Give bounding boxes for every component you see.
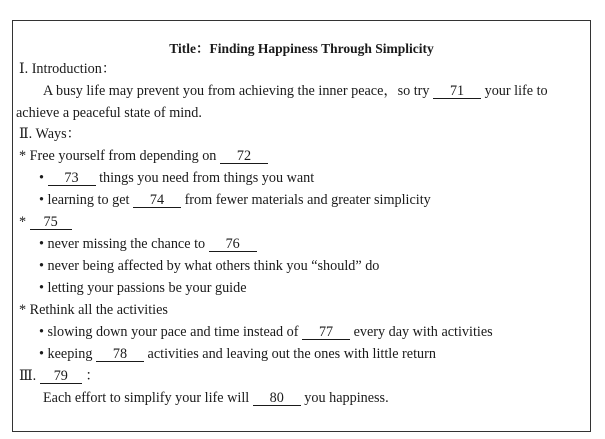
blank-75[interactable]: 75 xyxy=(30,215,72,230)
ways-subitem-6: • slowing down your pace and time instead of 77 every day with activities xyxy=(39,324,493,340)
ways-item-1: * Free yourself from depending on 72 xyxy=(19,147,268,165)
worksheet-frame xyxy=(12,20,591,432)
blank-74[interactable]: 74 xyxy=(133,193,181,208)
conclusion-line: Each effort to simplify your life will 80 you happiness. xyxy=(43,390,389,406)
conclusion-heading: Ⅲ. 79 ： xyxy=(19,368,100,384)
ways-subitem-1: • 73 things you need from things you want xyxy=(39,170,315,186)
ways-subitem-2: • learning to get 74 from fewer materials and greater simplicity xyxy=(39,192,431,208)
ways-subitem-5: • letting your passions be your guide xyxy=(39,280,247,296)
blank-77[interactable]: 77 xyxy=(302,325,350,340)
blank-79[interactable]: 79 xyxy=(40,369,82,384)
blank-80[interactable]: 80 xyxy=(253,391,301,406)
blank-76[interactable]: 76 xyxy=(209,237,257,252)
blank-73[interactable]: 73 xyxy=(48,171,96,186)
ways-subitem-7: • keeping 78 activities and leaving out the ones with little return xyxy=(39,346,436,362)
ways-subitem-3: • never missing the chance to 76 xyxy=(39,235,257,253)
blank-72[interactable]: 72 xyxy=(220,149,268,164)
ways-item-3: * Rethink all the activities xyxy=(19,302,168,318)
introduction-line-2: achieve a peaceful state of mind. xyxy=(16,105,202,121)
ways-item-2: * 75 xyxy=(19,213,72,231)
ways-subitem-4: • never being affected by what others think you “should” do xyxy=(39,258,380,274)
page-title: Title：Finding Happiness Through Simplicity xyxy=(169,41,434,56)
introduction-line-1: A busy life may prevent you from achieving the inner peace，so try 71 your life to xyxy=(43,83,548,99)
ways-heading: Ⅱ. Ways： xyxy=(19,126,81,142)
blank-78[interactable]: 78 xyxy=(96,347,144,362)
blank-71[interactable]: 71 xyxy=(433,84,481,99)
introduction-heading: Ⅰ. Introduction： xyxy=(19,61,117,77)
